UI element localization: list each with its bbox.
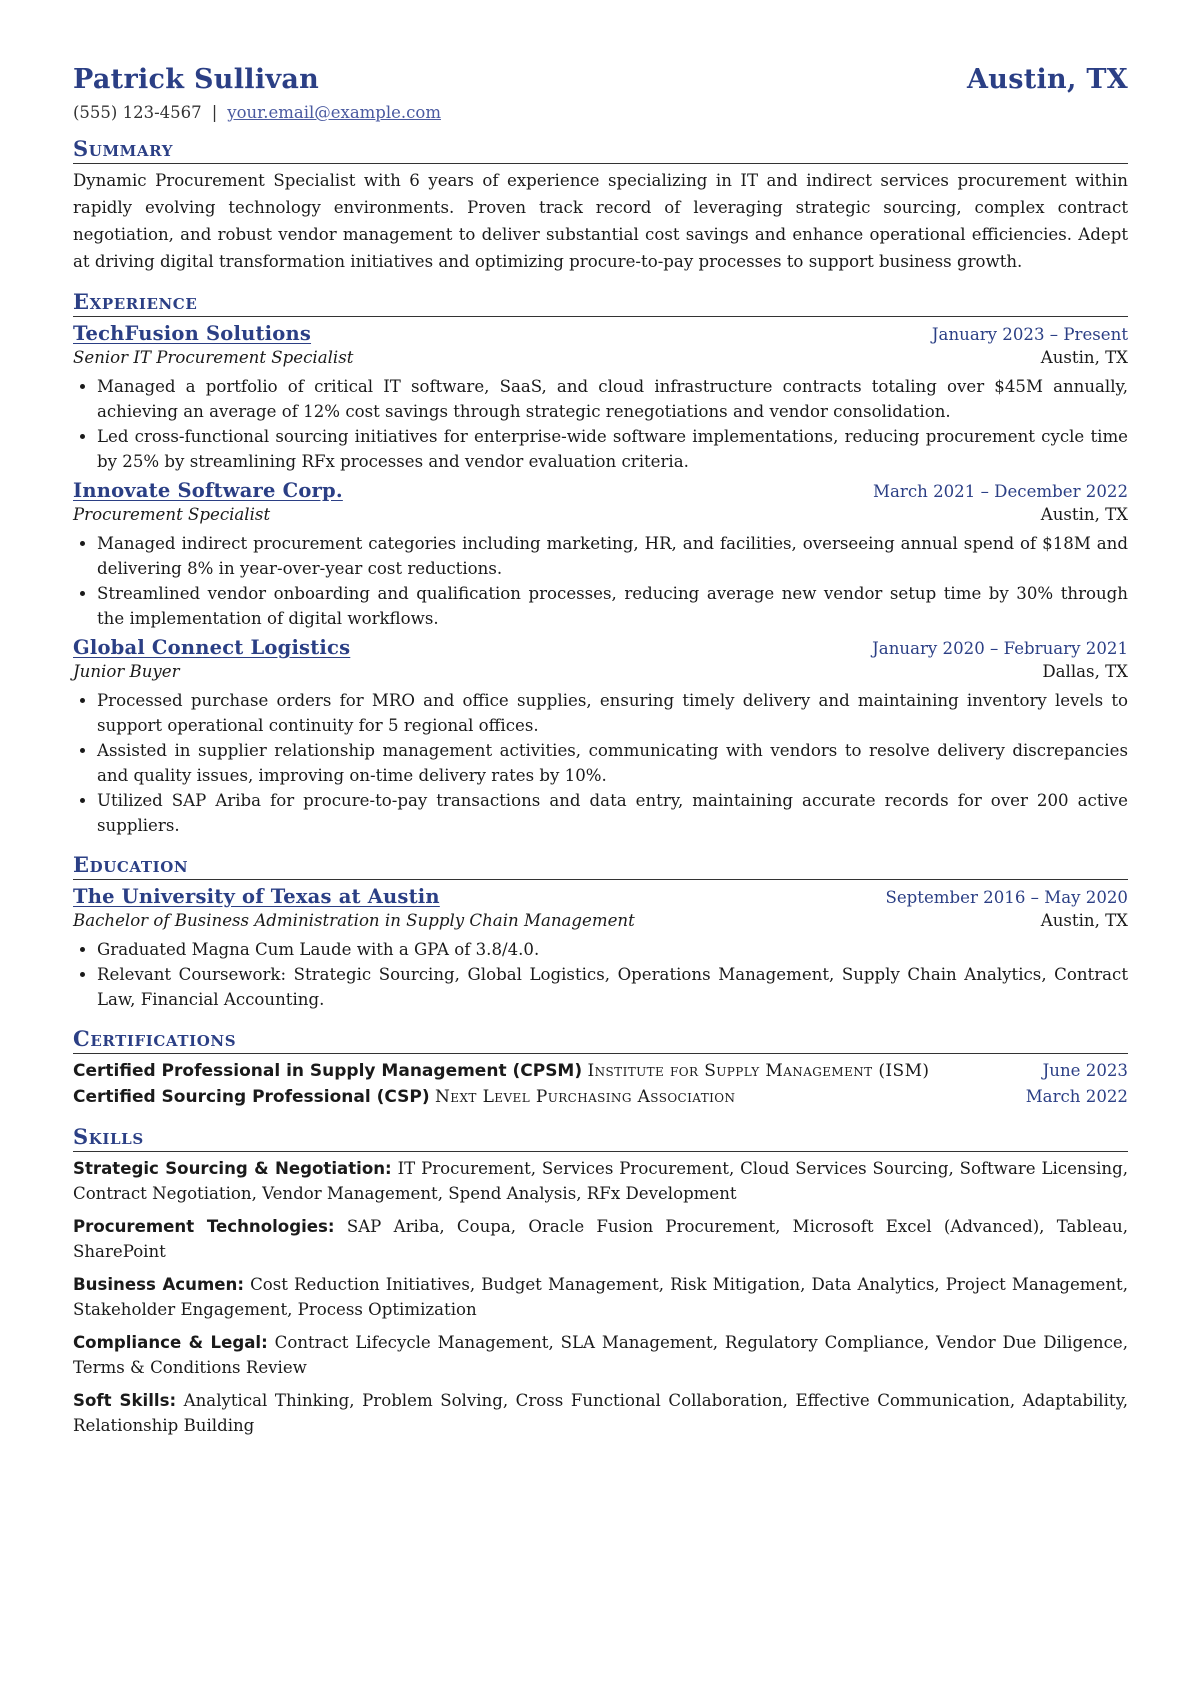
skill-group bbox=[73, 1330, 1128, 1380]
certification-issuer: Next Level Purchasing Association bbox=[435, 1087, 736, 1107]
education-dates: September 2016 – May 2020 bbox=[885, 888, 1128, 907]
job-title: Senior IT Procurement Specialist bbox=[73, 348, 354, 367]
skill-category: Procurement Technologies: bbox=[73, 1217, 335, 1236]
skill-values: Cost Reduction Initiatives, Budget Management, Risk Mitigation, Data Analytics, Project Management, Stakeholder Engagement, Process Optimization bbox=[73, 1275, 1128, 1319]
degree-name: Bachelor of Business Administration in Supply Chain Management bbox=[73, 911, 635, 930]
bullet-item: • Graduated Magna Cum Laude with a GPA of 3.8/4.0. bbox=[97, 937, 1128, 962]
summary-text: Dynamic Procurement Specialist with 6 years of experience specializing in IT and indirect services procurement within rapidly evolving technology environments. Proven track record of leveraging strategic sourcing, complex contract negotiation, and robust vendor management to deliver substantial cost savings and enhance operational efficiencies. Adept at driving digital transformation initiatives and optimizing procure-to-pay processes to support business growth. bbox=[73, 171, 1128, 271]
bullet-item: • Led cross-functional sourcing initiatives for enterprise-wide software implementations, reducing procurement cycle time by 25% by streamlining RFx processes and vendor evaluation criteria. bbox=[97, 424, 1128, 474]
section-title-education: Education bbox=[73, 852, 1128, 880]
skill-values: IT Procurement, Services Procurement, Cloud Services Sourcing, Software Licensing, Contract Negotiation, Vendor Management, Spend Analysis, RFx Development bbox=[73, 1159, 1128, 1203]
company-name[interactable]: Innovate Software Corp. bbox=[73, 479, 343, 502]
bullet-item: • Assisted in supplier relationship management activities, communicating with vendors to resolve delivery discrepancies and quality issues, improving on-time delivery rates by 10%. bbox=[97, 738, 1128, 788]
job-dates: March 2021 – December 2022 bbox=[873, 482, 1128, 501]
bullet-item: • Processed purchase orders for MRO and office supplies, ensuring timely delivery and maintaining inventory levels to support operational continuity for 5 regional offices. bbox=[97, 688, 1128, 738]
candidate-name: Patrick Sullivan bbox=[73, 64, 320, 95]
experience-entry bbox=[73, 479, 1128, 631]
bullet-item: • Managed indirect procurement categories including marketing, HR, and facilities, overseeing annual spend of $18M and delivering 8% in year-over-year cost reductions. bbox=[97, 531, 1128, 581]
certification-item bbox=[73, 1058, 1128, 1084]
certification-name: Certified Professional in Supply Management (CPSM) bbox=[73, 1061, 583, 1081]
bullet-item: • Managed a portfolio of critical IT software, SaaS, and cloud infrastructure contracts totaling over $45M annually, achieving an average of 12% cost savings through strategic renegotiations and vendor consolidation. bbox=[97, 374, 1128, 424]
bullet-item: • Utilized SAP Ariba for procure-to-pay transactions and data entry, maintaining accurate records for over 200 active suppliers. bbox=[97, 788, 1128, 838]
job-title: Junior Buyer bbox=[73, 662, 180, 681]
education-bullets bbox=[73, 937, 1128, 1012]
skill-category: Compliance & Legal: bbox=[73, 1333, 268, 1352]
email-link[interactable]: your.email@example.com bbox=[227, 103, 441, 122]
job-location: Dallas, TX bbox=[1042, 662, 1128, 681]
job-dates: January 2020 – February 2021 bbox=[872, 639, 1128, 658]
section-title-summary: Summary bbox=[73, 136, 1128, 164]
company-name[interactable]: TechFusion Solutions bbox=[73, 322, 312, 345]
candidate-location: Austin, TX bbox=[967, 64, 1128, 95]
job-bullets bbox=[73, 688, 1128, 838]
experience-entry bbox=[73, 636, 1128, 838]
bullet-item: • Streamlined vendor onboarding and qualification processes, reducing average new vendor setup time by 30% through the implementation of digital workflows. bbox=[97, 581, 1128, 631]
contact-line bbox=[73, 103, 1128, 122]
job-bullets bbox=[73, 374, 1128, 474]
certification-name: Certified Sourcing Professional (CSP) bbox=[73, 1087, 430, 1107]
company-name[interactable]: Global Connect Logistics bbox=[73, 636, 351, 659]
phone-number: (555) 123-4567 bbox=[73, 103, 202, 122]
certification-list bbox=[73, 1058, 1128, 1110]
section-title-certifications: Certifications bbox=[73, 1026, 1128, 1054]
skill-category: Strategic Sourcing & Negotiation: bbox=[73, 1159, 392, 1178]
job-dates: January 2023 – Present bbox=[931, 325, 1128, 344]
certification-issuer: Institute for Supply Management (ISM) bbox=[587, 1061, 930, 1081]
job-location: Austin, TX bbox=[1040, 505, 1128, 524]
skill-category: Business Acumen: bbox=[73, 1275, 244, 1294]
bullet-item: • Relevant Coursework: Strategic Sourcing, Global Logistics, Operations Management, Supply Chain Analytics, Contract Law, Financial Accounting. bbox=[97, 962, 1128, 1012]
skills-list bbox=[73, 1156, 1128, 1438]
skill-category: Soft Skills: bbox=[73, 1391, 177, 1410]
skill-group bbox=[73, 1388, 1128, 1438]
skill-values: SAP Ariba, Coupa, Oracle Fusion Procurement, Microsoft Excel (Advanced), Tableau, SharePoint bbox=[73, 1217, 1128, 1261]
education-entry bbox=[73, 885, 1128, 1012]
school-name[interactable]: The University of Texas at Austin bbox=[73, 885, 440, 908]
skill-group bbox=[73, 1272, 1128, 1322]
job-title: Procurement Specialist bbox=[73, 505, 271, 524]
job-bullets bbox=[73, 531, 1128, 631]
certification-item bbox=[73, 1084, 1128, 1110]
certification-date: June 2023 bbox=[1042, 1061, 1128, 1080]
section-title-skills: Skills bbox=[73, 1124, 1128, 1152]
skill-values: Contract Lifecycle Management, SLA Management, Regulatory Compliance, Vendor Due Diligence, Terms & Conditions Review bbox=[73, 1333, 1128, 1377]
education-location: Austin, TX bbox=[1040, 911, 1128, 930]
certification-date: March 2022 bbox=[1025, 1087, 1128, 1106]
contact-separator: | bbox=[211, 103, 218, 122]
experience-entry bbox=[73, 322, 1128, 474]
resume-header bbox=[73, 64, 1128, 95]
job-location: Austin, TX bbox=[1040, 348, 1128, 367]
skill-group bbox=[73, 1214, 1128, 1264]
section-title-experience: Experience bbox=[73, 289, 1128, 317]
skill-group bbox=[73, 1156, 1128, 1206]
skill-values: Analytical Thinking, Problem Solving, Cross Functional Collaboration, Effective Communication, Adaptability, Relationship Building bbox=[73, 1391, 1129, 1435]
